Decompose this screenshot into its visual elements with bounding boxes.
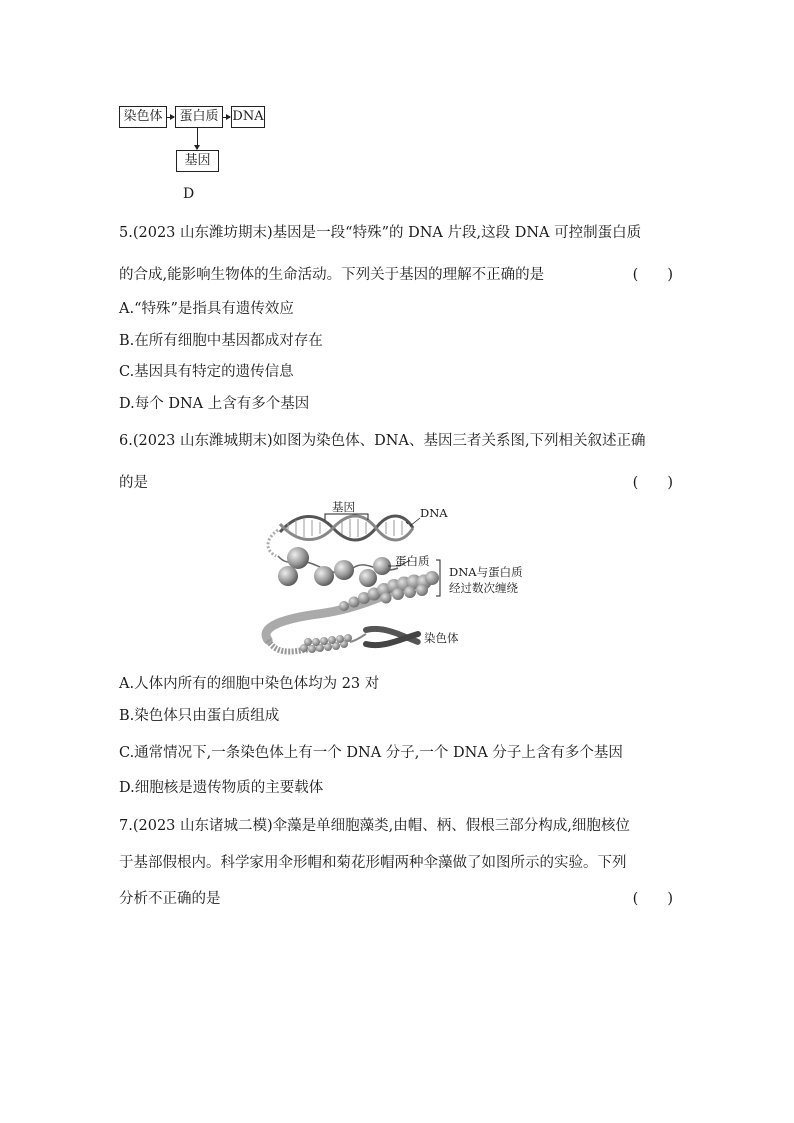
q5-option-c: C.基因具有特定的遗传信息 — [119, 364, 294, 380]
q6-option-c: C.通常情况下,一条染色体上有一个 DNA 分子,一个 DNA 分子上含有多个基因 — [119, 745, 623, 761]
figure-label-chromosome: 染色体 — [424, 631, 459, 645]
q7-stem-line1: 7.(2023 山东诸城二模)伞藻是单细胞藻类,由帽、柄、假根三部分构成,细胞核位 — [119, 818, 630, 834]
box-protein: 蛋白质 — [175, 106, 223, 128]
q6-stem-line2 — [119, 472, 679, 494]
q7-stem-line3 — [119, 888, 679, 910]
arrow-right-icon — [167, 117, 174, 118]
box-chromosome: 染色体 — [119, 106, 167, 128]
q7-answer-blank: ( ) — [632, 891, 673, 907]
q7-stem-line2: 于基部假根内。科学家用伞形帽和菊花形帽两种伞藻做了如图所示的实验。下列 — [119, 855, 627, 871]
q6-option-b: B.染色体只由蛋白质组成 — [119, 708, 280, 724]
q6-stem-line1: 6.(2023 山东潍城期末)如图为染色体、DNA、基因三者关系图,下列相关叙述正确 — [119, 433, 646, 449]
arrow-right-icon — [223, 117, 230, 118]
chromosome-shape — [366, 629, 418, 645]
figure-label-dna: DNA — [420, 506, 448, 520]
q5-stem-text: 的合成,能影响生物体的生命活动。下列关于基因的理解不正确的是 — [119, 267, 545, 283]
figure-label-gene: 基因 — [332, 500, 355, 514]
box-dna: DNA — [231, 106, 265, 128]
q6-answer-blank: ( ) — [632, 475, 673, 491]
nucleosomes — [278, 547, 398, 587]
figure-note-line1: DNA与蛋白质 — [449, 565, 523, 579]
q6-option-a: A.人体内所有的细胞中染色体均为 23 对 — [119, 676, 380, 692]
q5-stem-line2 — [119, 264, 679, 286]
q5-answer-blank: ( ) — [632, 267, 673, 283]
q6-option-d: D.细胞核是遗传物质的主要载体 — [119, 780, 324, 796]
q7-stem-text: 分析不正确的是 — [119, 891, 221, 907]
figure-note-line2: 经过数次缠绕 — [449, 581, 518, 595]
diagram-option-label: D — [183, 186, 195, 202]
q5-option-b: B.在所有细胞中基因都成对存在 — [119, 333, 323, 349]
q5-option-d: D.每个 DNA 上含有多个基因 — [119, 396, 310, 412]
figure-label-protein: 蛋白质 — [395, 554, 430, 568]
arrow-down-icon — [197, 128, 198, 149]
q5-option-a: A.“特殊”是指具有遗传效应 — [119, 301, 294, 317]
q6-stem-text: 的是 — [119, 475, 148, 491]
dna-helix — [278, 513, 417, 543]
box-gene: 基因 — [176, 150, 219, 172]
chromosome-dna-gene-figure — [258, 498, 540, 666]
q5-stem-line1: 5.(2023 山东潍坊期末)基因是一段“特殊”的 DNA 片段,这段 DNA 可控制蛋白质 — [119, 225, 642, 241]
